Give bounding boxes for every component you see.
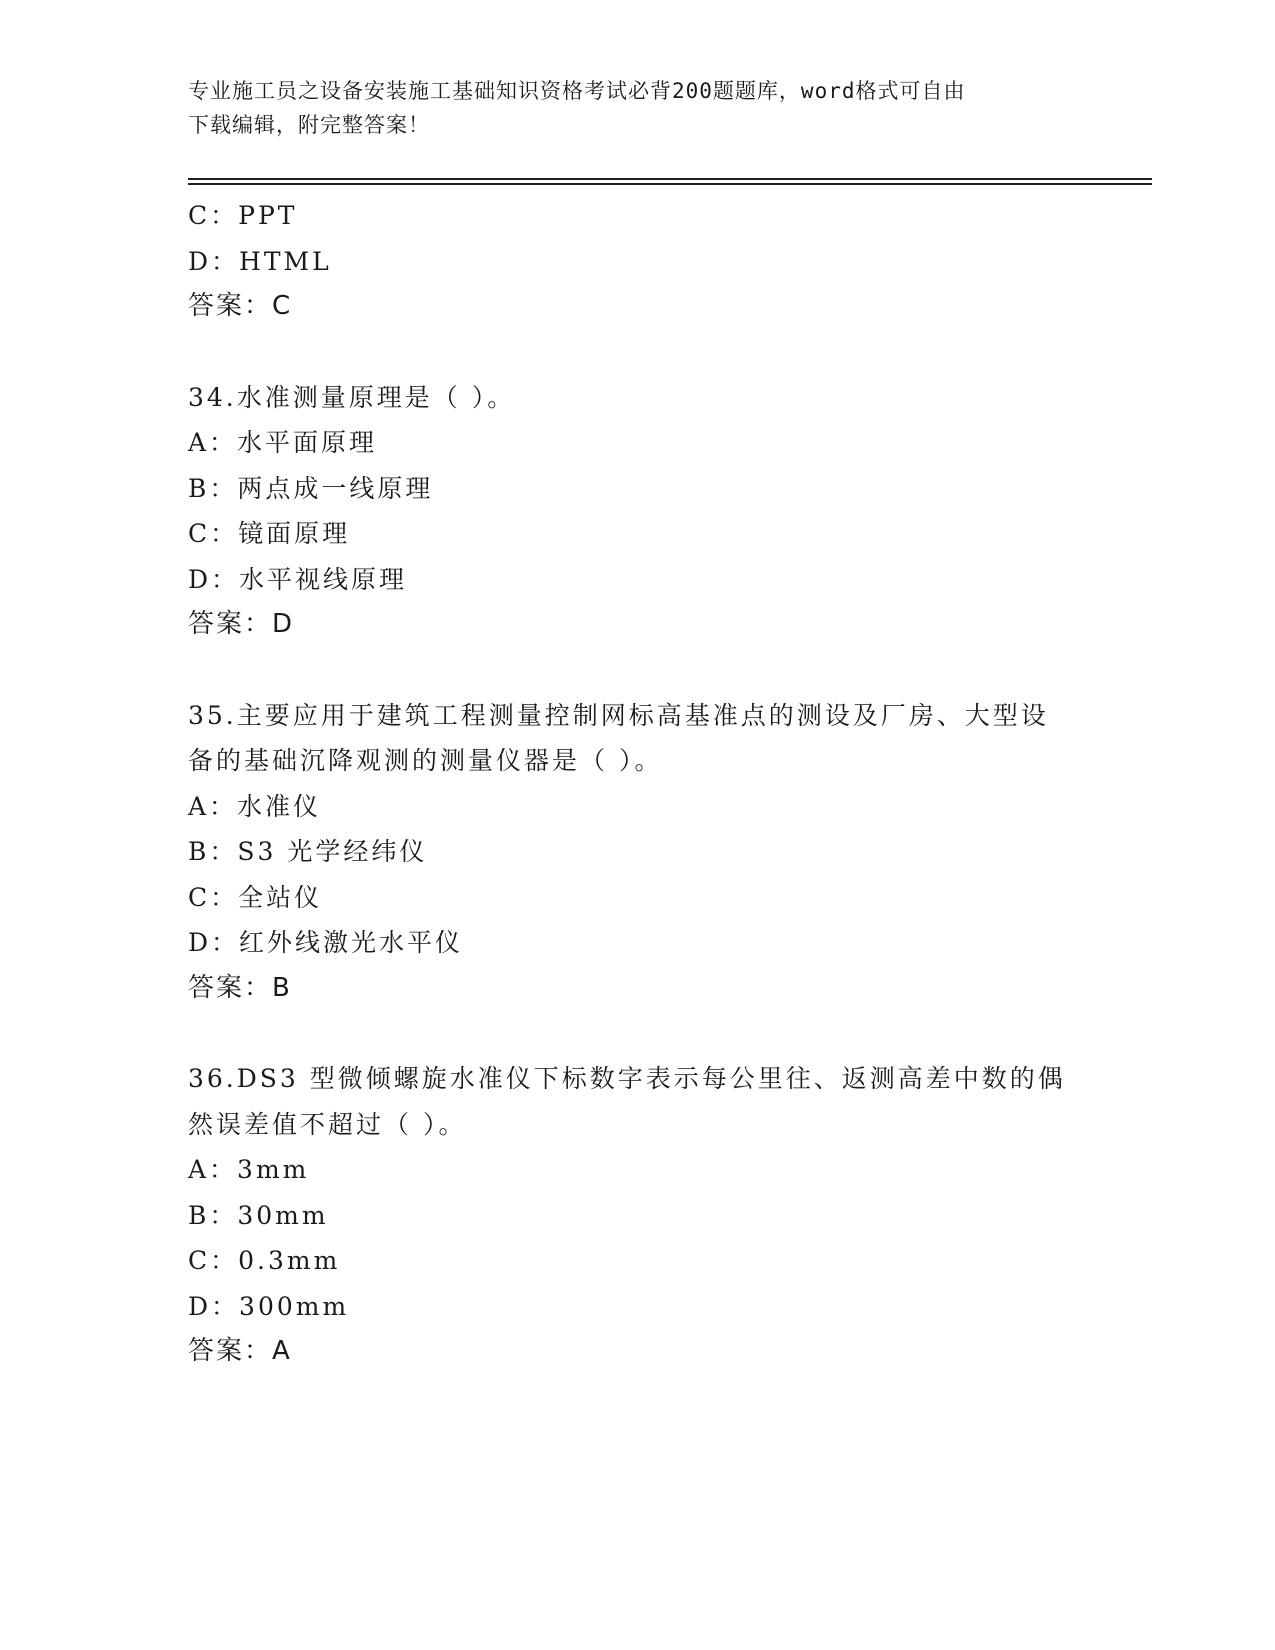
question-text-line: 35.主要应用于建筑工程测量控制网标高基准点的测设及厂房、大型设 — [188, 700, 1049, 730]
question-text-line: 34.水准测量原理是（ ）。 — [188, 382, 516, 412]
question-36 — [188, 1056, 1088, 1375]
option-d: D：红外线激光水平仪 — [188, 928, 464, 957]
question-text-line: 然误差值不超过（ ）。 — [188, 1109, 467, 1139]
option-a: A：水平面原理 — [188, 428, 378, 457]
option-c: C：镜面原理 — [188, 519, 351, 548]
option-c: C：PPT — [188, 201, 298, 230]
question-content — [188, 193, 1088, 1375]
header-divider-bottom — [188, 183, 1152, 185]
spacer — [188, 330, 1088, 375]
prev-question-block — [188, 193, 1088, 330]
option-d: D：HTML — [188, 246, 332, 276]
spacer — [188, 1011, 1088, 1056]
header-line-2: 下载编辑，附完整答案！ — [188, 113, 430, 137]
option-b: B：S3 光学经纬仪 — [188, 837, 428, 866]
answer-line: 答案：C — [188, 291, 293, 321]
question-text-line: 备的基础沉降观测的测量仪器是（ ）。 — [188, 746, 663, 775]
option-d: D：水平视线原理 — [188, 564, 408, 594]
spacer — [188, 648, 1088, 693]
option-a: A：3mm — [188, 1155, 310, 1184]
question-text-line: 36.DS3 型微倾螺旋水准仪下标数字表示每公里往、返测高差中数的偶 — [188, 1064, 1066, 1093]
answer-line: 答案：D — [188, 609, 295, 639]
header-divider-top — [188, 178, 1152, 180]
answer-line: 答案：A — [188, 1336, 292, 1366]
question-35 — [188, 693, 1088, 1012]
header-line-1: 专业施工员之设备安装施工基础知识资格考试必背200题题库，word格式可自由 — [188, 79, 966, 103]
answer-line: 答案：B — [188, 972, 292, 1003]
option-a: A：水准仪 — [188, 791, 322, 821]
question-34 — [188, 375, 1088, 648]
document-header — [188, 74, 1068, 142]
question-text — [188, 375, 1088, 421]
question-text — [188, 1056, 1088, 1147]
option-d: D：300mm — [188, 1291, 350, 1321]
option-c: C：0.3mm — [188, 1246, 341, 1275]
option-b: B：两点成一线原理 — [188, 473, 434, 503]
question-text — [188, 693, 1088, 784]
option-c: C：全站仪 — [188, 882, 323, 912]
option-b: B：30mm — [188, 1200, 329, 1230]
